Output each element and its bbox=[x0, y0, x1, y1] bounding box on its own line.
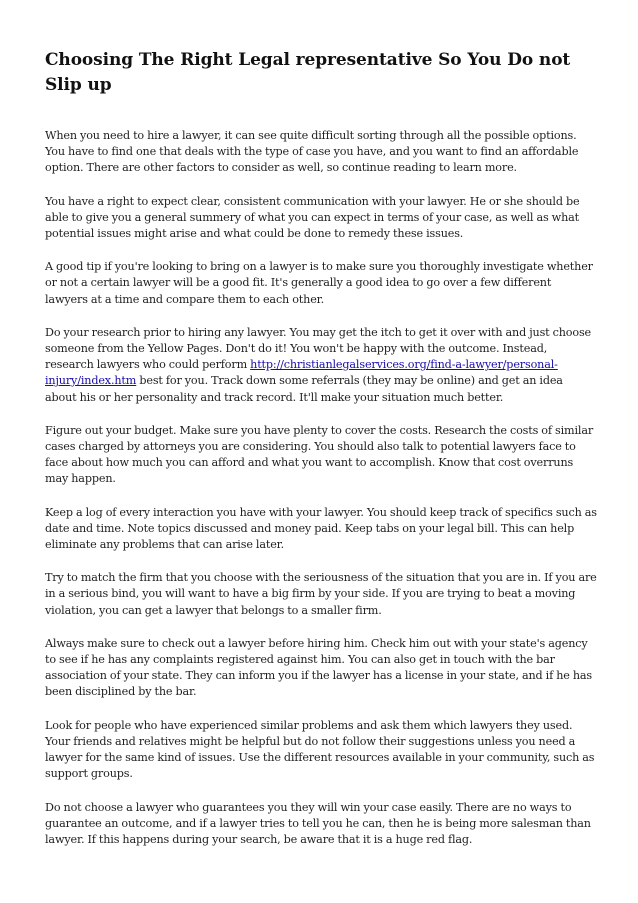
paragraph-10: Do not choose a lawyer who guarantees you they will win your case easily. There are no ways to guarantee an outcome, and if a lawyer tries to tell you he can, then he is being more salesman than lawyer. If this happens during your search, be aware that it is a huge red flag. bbox=[45, 800, 591, 846]
paragraph-9: Look for people who have experienced similar problems and ask them which lawyers they used. Your friends and relatives might be helpful but do not follow their suggestions unless you need a lawyer for the same kind of issues. Use the different resources available in your community, such as support groups. bbox=[45, 718, 595, 781]
paragraph-2: You have a right to expect clear, consistent communication with your lawyer. He or she should be able to give you a general summery of what you can expect in terms of your case, as well as what potential issues might arise and what could be done to remedy these issues. bbox=[45, 194, 580, 241]
paragraph-4-text-after: best for you. Track down some referrals (they may be online) and get an idea about his or her personality and track record. It'll make your situation much better. bbox=[45, 374, 563, 404]
paragraph-6: Keep a log of every interaction you have with your lawyer. You should keep track of specifics such as date and time. Note topics discussed and money paid. Keep tabs on your legal bill. This can help eliminate any problems that can arise later. bbox=[45, 505, 597, 552]
document-title: Choosing The Right Legal representative So You Do not Slip up bbox=[45, 50, 571, 95]
paragraph-8: Always make sure to check out a lawyer before hiring him. Check him out with your state's agency to see if he has any complaints registered against him. You can also get in touch with the bar association of your state. They can inform you if the lawyer has a license in your state, and if he has been disciplined by the bar. bbox=[45, 636, 592, 699]
paragraph-7: Try to match the firm that you choose with the seriousness of the situation that you are in. If you are in a serious bind, you will want to have a big firm by your side. If you are trying to beat a moving violation, you can get a lawyer that belongs to a smaller firm. bbox=[45, 571, 597, 617]
paragraph-4 bbox=[45, 325, 597, 406]
document-page bbox=[45, 48, 597, 865]
paragraph-4-text-before: Do your research prior to hiring any lawyer. You may get the itch to get it over with and just choose someone from the Yellow Pages. Don't do it! You won't be happy with the outcome. Instead, research lawyers who could perform bbox=[45, 325, 592, 372]
christian-legal-services-link[interactable]: http://christianlegalservices.org/find-a-lawyer/personal-injury/index.htm bbox=[45, 358, 558, 388]
paragraph-3: A good tip if you're looking to bring on a lawyer is to make sure you thoroughly investigate whether or not a certain lawyer will be a good fit. It's generally a good idea to go over a few different lawyers at a time and compare them to each other. bbox=[45, 260, 593, 306]
paragraph-5: Figure out your budget. Make sure you have plenty to cover the costs. Research the costs of similar cases charged by attorneys you are considering. You should also talk to potential lawyers face to face about how much you can afford and what you want to accomplish. Know that cost overruns may happen. bbox=[45, 423, 594, 486]
paragraph-1: When you need to hire a lawyer, it can see quite difficult sorting through all the possible options. You have to find one that deals with the type of case you have, and you want to find an affordable option. There are other factors to consider as well, so continue reading to learn more. bbox=[45, 129, 579, 175]
